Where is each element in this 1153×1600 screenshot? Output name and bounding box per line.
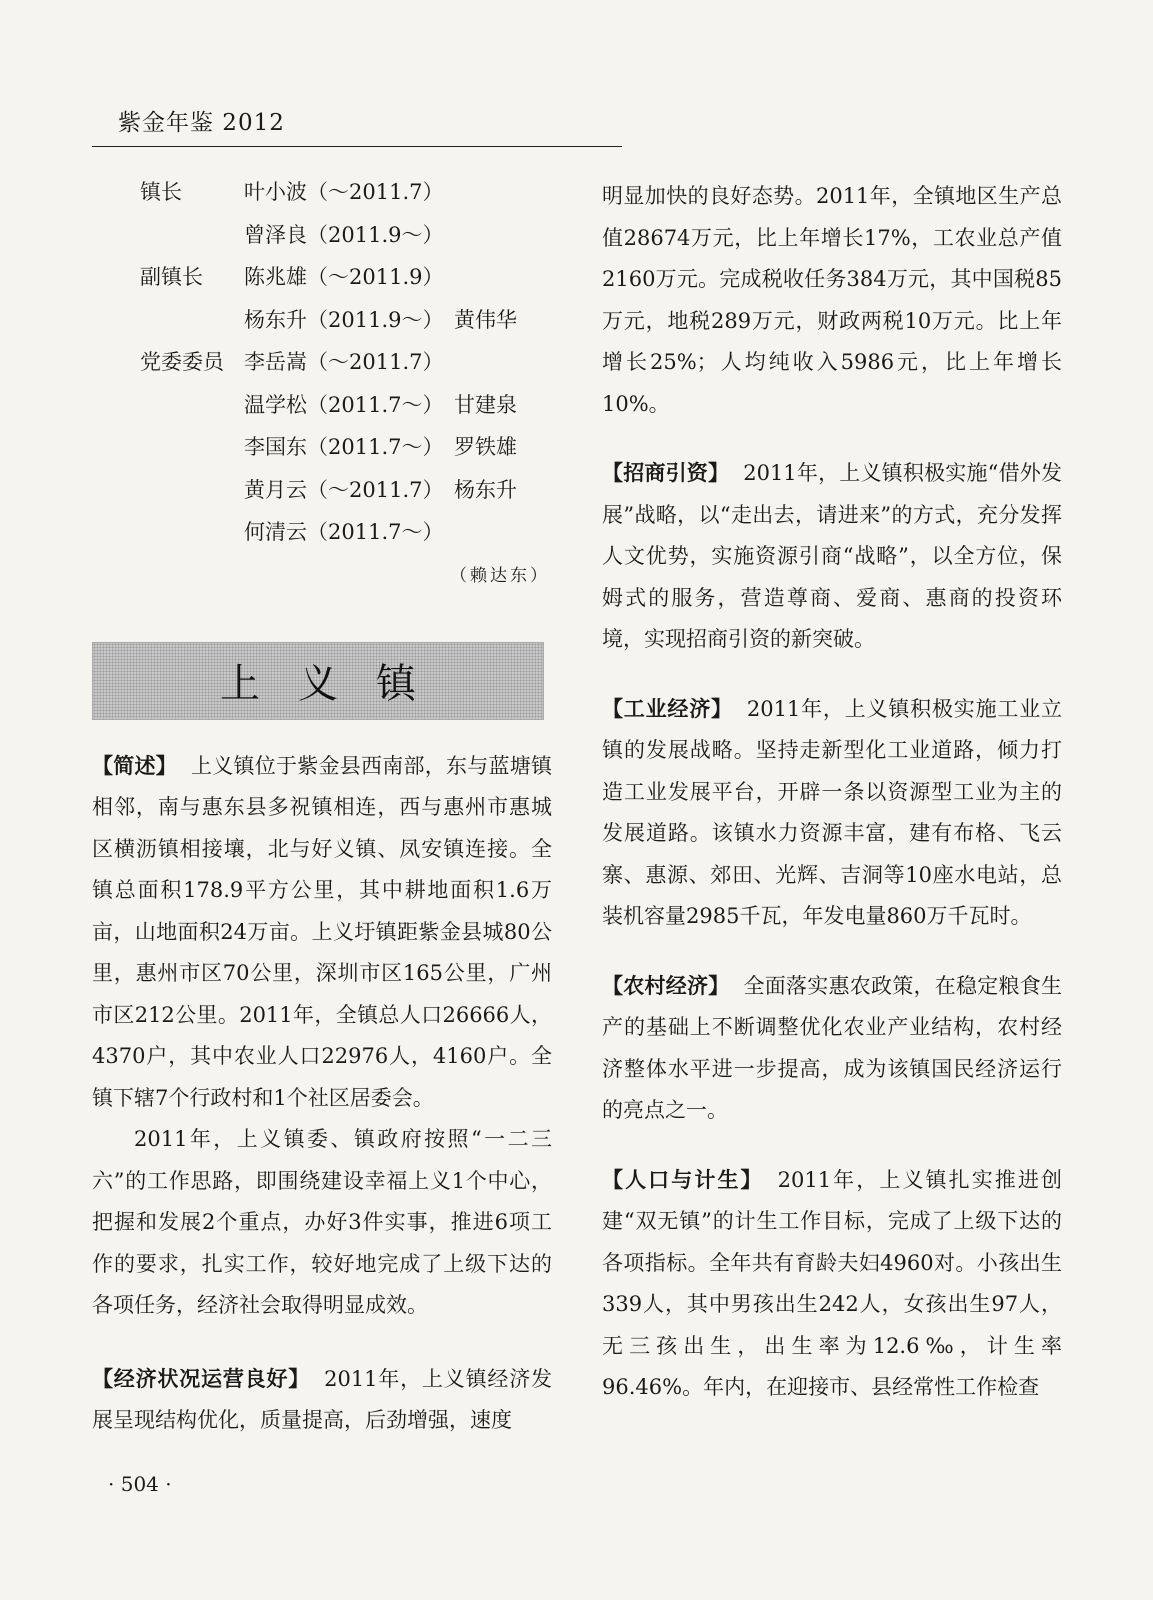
section-banner	[92, 642, 544, 720]
jianshu-paragraph	[92, 746, 552, 1120]
rural-tag: 【农村经济】	[602, 973, 730, 998]
leader-row	[92, 176, 552, 219]
investment-text: 2011年，上义镇积极实施“借外发展”战略，以“走出去，请进来”的方式，充分发挥人文优势，实施资源引商“战略”，以全方位，保姆式的服务，营造尊商、爱商、惠商的投资环境，实现招商引资的新突破。	[602, 461, 1063, 651]
population-tag: 【人口与计生】	[602, 1167, 764, 1192]
leader-list	[92, 176, 552, 559]
leader-name: 李岳嵩（～2011.7）	[244, 350, 444, 374]
leader-role: 党委委员	[140, 350, 224, 374]
leader-name: 温学松（2011.7～）	[244, 392, 444, 417]
leader-row	[92, 474, 552, 517]
industry-tag: 【工业经济】	[602, 696, 733, 721]
leader-name: 李国东（2011.7～）	[244, 435, 444, 459]
leader-name: 叶小波（～2011.7）	[244, 180, 444, 204]
leader-name: 黄月云（～2011.7）	[244, 477, 444, 502]
leader-row	[92, 261, 552, 304]
summary-paragraph: 2011年，上义镇委、镇政府按照“一二三六”的工作思路，即围绕建设幸福上义1个中心，把握和发展2个重点，办好3件实事，推进6项工作的要求，扎实工作，较好地完成了上级下达的各项任务，经济社会取得明显成效。	[92, 1127, 552, 1317]
jianshu-tag: 【简述】	[92, 753, 177, 778]
leader-name: 罗铁雄	[454, 435, 517, 459]
investment-paragraph	[602, 453, 1062, 661]
leader-row	[92, 431, 552, 474]
leader-name: 陈兆雄（～2011.9）	[244, 265, 444, 289]
leader-role: 镇长	[140, 180, 182, 204]
rural-text: 全面落实惠农政策，在稳定粮食生产的基础上不断调整优化农业产业结构，农村经济整体水平进一步提高，成为该镇国民经济运行的亮点之一。	[602, 973, 1062, 1122]
economy-tag: 【经济状况运营良好】	[92, 1366, 311, 1391]
economy-paragraph	[92, 1359, 552, 1442]
left-column	[92, 176, 552, 1442]
leader-row	[92, 304, 552, 347]
population-text: 2011年，上义镇扎实推进创建“双无镇”的计生工作目标，完成了上级下达的各项指标。全年共有育龄夫妇4960对。小孩出生339人，其中男孩出生242人，女孩出生97人，无三孩出生，出生率为12.6‰，计生率96.46%。年内，在迎接市、县经常性工作检查	[602, 1167, 1062, 1399]
jianshu-text: 上义镇位于紫金县西南部，东与蓝塘镇相邻，南与惠东县多祝镇相连，西与惠州市惠城区横沥镇相接壤，北与好义镇、凤安镇连接。全镇总面积178.9平方公里，其中耕地面积1.6万亩，山地面积24万亩。上义圩镇距紫金县城80公里，惠州市区70公里，深圳市区165公里，广州市区212公里。2011年，全镇总人口26666人，4370户，其中农业人口22976人，4160户。全镇下辖7个行政村和1个社区居委会。	[92, 753, 552, 1110]
economy-continuation: 明显加快的良好态势。2011年，全镇地区生产总值28674万元，比上年增长17%，工农业总产值2160万元。完成税收任务384万元，其中国税85万元，地税289万元，财政两税10万元。比上年增长25%；人均纯收入5986元，比上年增长10%。	[602, 184, 1062, 416]
industry-paragraph	[602, 689, 1062, 938]
page-number: · 504 ·	[108, 1472, 172, 1496]
population-paragraph	[602, 1160, 1062, 1409]
rural-paragraph	[602, 966, 1062, 1132]
leader-name: 曾泽良（2011.9～）	[244, 222, 444, 247]
leader-role: 副镇长	[140, 265, 203, 289]
economy-text: 2011年，上义镇经济发展呈现结构优化，质量提高，后劲增强，速度	[92, 1366, 553, 1432]
section-title: 上义镇	[220, 661, 454, 707]
industry-text: 2011年，上义镇积极实施工业立镇的发展战略。坚持走新型化工业道路，倾力打造工业发展平台，开辟一条以资源型工业为主的发展道路。该镇水力资源丰富，建有布格、飞云寨、惠源、郊田、光辉、吉洞等10座水电站，总装机容量2985千瓦，年发电量860万千瓦时。	[602, 696, 1062, 928]
author-credit: （赖达东）	[450, 565, 550, 586]
right-column	[602, 176, 1062, 1409]
leader-row	[92, 219, 552, 262]
header-rule	[92, 146, 622, 147]
leader-name: 杨东升	[454, 477, 517, 502]
running-header: 紫金年鉴 2012	[118, 110, 285, 136]
leader-name: 黄伟华	[454, 307, 517, 332]
leader-row	[92, 389, 552, 432]
leader-row	[92, 346, 552, 389]
leader-name: 杨东升（2011.9～）	[244, 307, 444, 332]
investment-tag: 【招商引资】	[602, 461, 730, 485]
leader-name: 甘建泉	[454, 392, 517, 417]
leader-name: 何清云（2011.7～）	[244, 520, 444, 544]
leader-row	[92, 516, 552, 559]
